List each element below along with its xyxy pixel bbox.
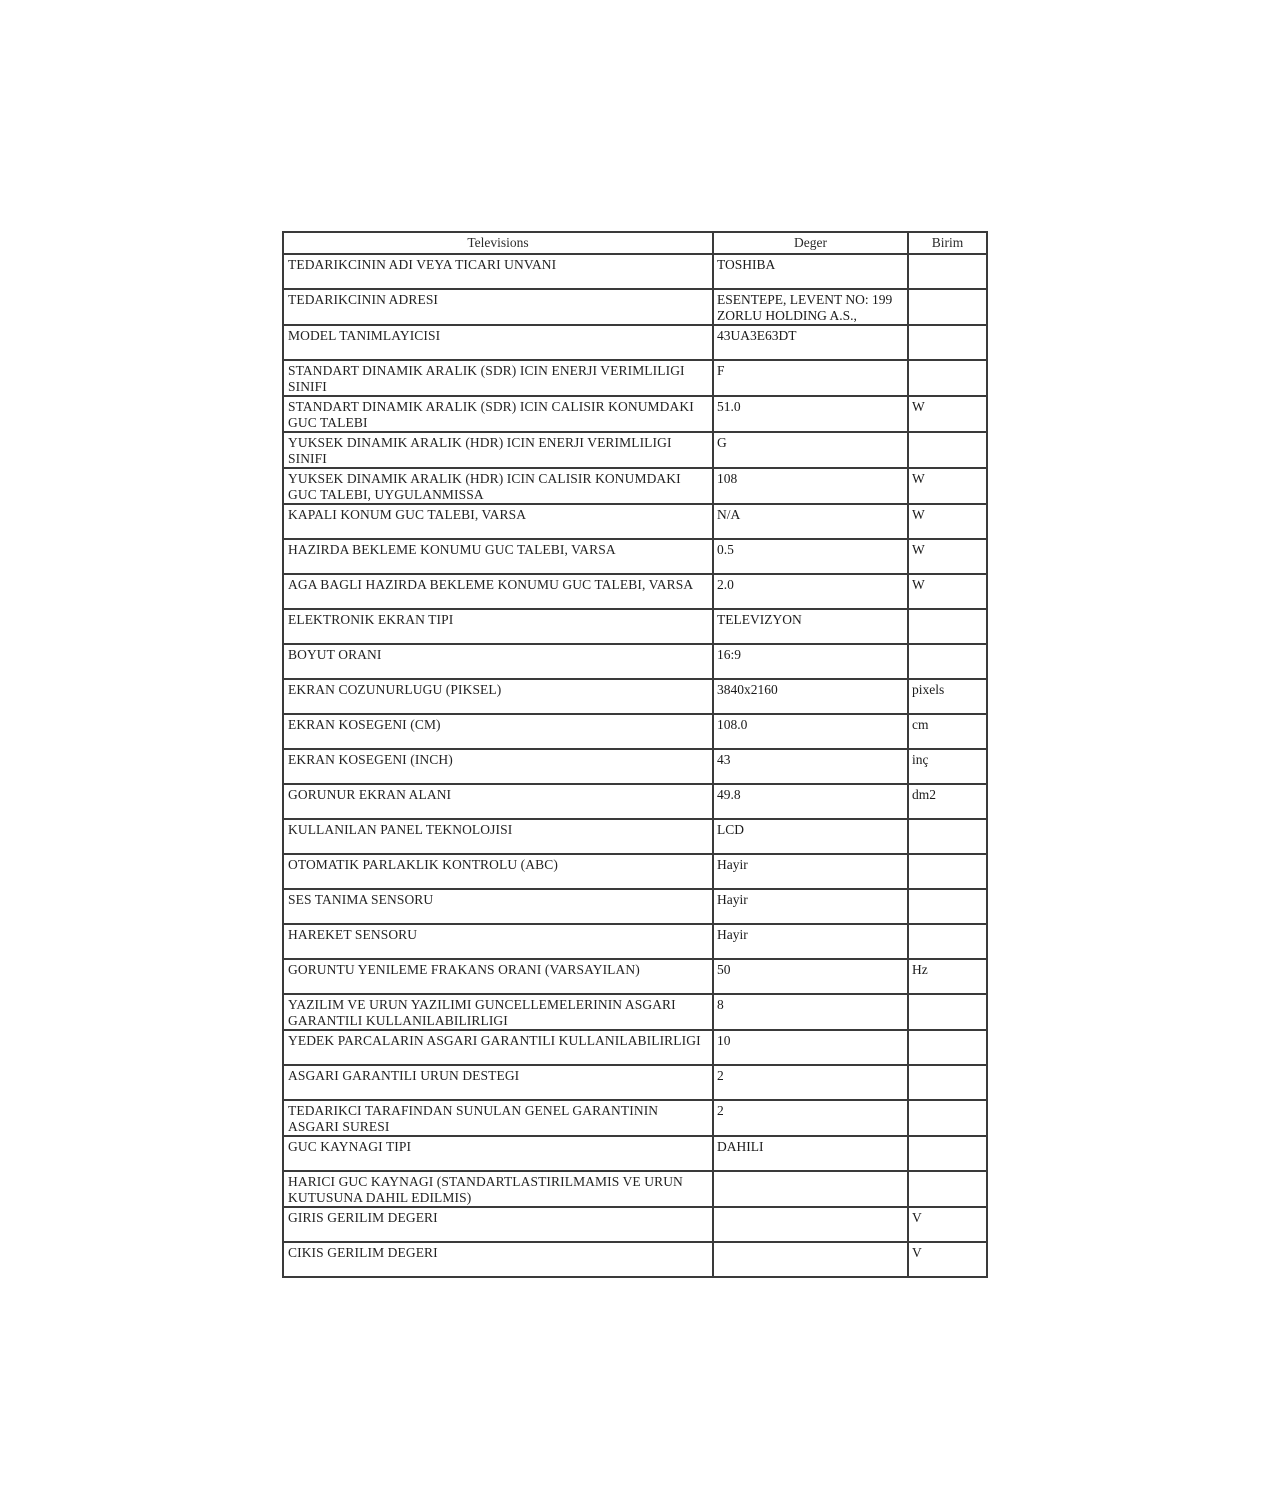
row-label: STANDART DINAMIK ARALIK (SDR) ICIN ENERJI VERIMLILIGI SINIFI (288, 363, 685, 394)
row-unit-cell (908, 360, 987, 396)
row-label-cell (283, 396, 713, 432)
row-label: YEDEK PARCALARIN ASGARI GARANTILI KULLANILABILIRLIGI (288, 1033, 701, 1048)
row-label-cell (283, 644, 713, 679)
row-label: HAZIRDA BEKLEME KONUMU GUC TALEBI, VARSA (288, 542, 616, 557)
row-unit-cell (908, 432, 987, 468)
row-label-cell (283, 819, 713, 854)
row-value-cell (713, 644, 908, 679)
row-label: YUKSEK DINAMIK ARALIK (HDR) ICIN CALISIR KONUMDAKI GUC TALEBI, UYGULANMISSA (288, 471, 681, 502)
row-value: Hayir (717, 857, 748, 872)
table-row (283, 749, 987, 784)
row-unit (909, 995, 986, 997)
row-value: Hayir (717, 927, 748, 942)
row-label-cell (283, 609, 713, 644)
row-value: G (717, 435, 727, 450)
row-value-cell (713, 1207, 908, 1242)
row-label: TEDARIKCININ ADRESI (288, 292, 439, 307)
row-unit (909, 290, 986, 292)
row-unit-cell (908, 854, 987, 889)
row-value-cell (713, 784, 908, 819)
row-unit-cell (908, 1136, 987, 1171)
row-label: YUKSEK DINAMIK ARALIK (HDR) ICIN ENERJI VERIMLILIGI SINIFI (288, 435, 672, 466)
row-value-cell (713, 1100, 908, 1136)
row-label-cell (283, 714, 713, 749)
table-row (283, 1030, 987, 1065)
row-unit-cell (908, 1242, 987, 1277)
row-label-cell (283, 1242, 713, 1277)
row-value: TOSHIBA (717, 257, 776, 272)
row-unit-cell (908, 574, 987, 609)
row-unit-cell (908, 325, 987, 360)
row-value-cell (713, 994, 908, 1030)
row-unit: cm (912, 717, 929, 732)
row-unit-cell (908, 396, 987, 432)
row-label: GUC KAYNAGI TIPI (288, 1139, 412, 1154)
row-unit-cell (908, 784, 987, 819)
row-unit-cell (908, 889, 987, 924)
table-row (283, 289, 987, 325)
row-label-cell (283, 749, 713, 784)
row-unit-cell (908, 644, 987, 679)
row-unit (909, 326, 986, 328)
row-value (714, 1243, 907, 1245)
row-value-cell (713, 432, 908, 468)
row-unit: V (912, 1210, 922, 1225)
row-unit (909, 1172, 986, 1174)
row-unit: W (912, 507, 925, 522)
row-unit (909, 361, 986, 363)
table-row (283, 854, 987, 889)
row-label-cell (283, 1136, 713, 1171)
row-value-cell (713, 1136, 908, 1171)
row-label: KAPALI KONUM GUC TALEBI, VARSA (288, 507, 527, 522)
row-label: MODEL TANIMLAYICISI (288, 328, 441, 343)
header-unit: Birim (908, 232, 987, 254)
table-row (283, 360, 987, 396)
row-value: 8 (717, 997, 724, 1012)
row-label: YAZILIM VE URUN YAZILIMI GUNCELLEMELERININ ASGARI GARANTILI KULLANILABILIRLIGI (288, 997, 676, 1028)
table-row (283, 504, 987, 539)
row-unit (909, 1101, 986, 1103)
row-label-cell (283, 1030, 713, 1065)
row-value-cell (713, 924, 908, 959)
row-unit-cell (908, 1171, 987, 1207)
row-value: 49.8 (717, 787, 741, 802)
row-value: DAHILI (717, 1139, 764, 1154)
table-row (283, 714, 987, 749)
row-label-cell (283, 959, 713, 994)
row-label: HARICI GUC KAYNAGI (STANDARTLASTIRILMAMIS VE URUN KUTUSUNA DAHIL EDILMIS) (288, 1174, 683, 1205)
row-value-cell (713, 714, 908, 749)
row-unit-cell (908, 1100, 987, 1136)
table-row (283, 325, 987, 360)
row-unit: inç (912, 752, 929, 767)
row-unit-cell (908, 609, 987, 644)
row-label: GORUNUR EKRAN ALANI (288, 787, 452, 802)
row-label-cell (283, 254, 713, 289)
row-value: 108 (717, 471, 738, 486)
row-label: EKRAN COZUNURLUGU (PIKSEL) (288, 682, 502, 697)
row-label-cell (283, 539, 713, 574)
row-value-cell (713, 819, 908, 854)
row-label: OTOMATIK PARLAKLIK KONTROLU (ABC) (288, 857, 558, 872)
table-row (283, 924, 987, 959)
row-value: 108.0 (717, 717, 748, 732)
row-unit-cell (908, 504, 987, 539)
spec-sheet (282, 231, 986, 1278)
row-value (714, 1208, 907, 1210)
table-row (283, 679, 987, 714)
row-label-cell (283, 1171, 713, 1207)
row-unit: W (912, 471, 925, 486)
row-value: 43 (717, 752, 731, 767)
row-label: GIRIS GERILIM DEGERI (288, 1210, 438, 1225)
row-value-cell (713, 396, 908, 432)
row-unit-cell (908, 289, 987, 325)
row-unit (909, 890, 986, 892)
row-value: 3840x2160 (717, 682, 778, 697)
table-row (283, 1207, 987, 1242)
row-unit-cell (908, 254, 987, 289)
table-row (283, 819, 987, 854)
row-label: EKRAN KOSEGENI (CM) (288, 717, 441, 732)
row-value-cell (713, 959, 908, 994)
row-unit (909, 255, 986, 257)
table-row (283, 959, 987, 994)
row-label-cell (283, 1207, 713, 1242)
row-unit: W (912, 577, 925, 592)
row-unit (909, 1066, 986, 1068)
row-label: ASGARI GARANTILI URUN DESTEGI (288, 1068, 520, 1083)
table-row (283, 1242, 987, 1277)
row-unit: V (912, 1245, 922, 1260)
row-label: KULLANILAN PANEL TEKNOLOJISI (288, 822, 513, 837)
row-unit: pixels (912, 682, 945, 697)
row-unit-cell (908, 924, 987, 959)
row-label-cell (283, 924, 713, 959)
row-value: F (717, 363, 725, 378)
row-value-cell (713, 254, 908, 289)
row-label: SES TANIMA SENSORU (288, 892, 434, 907)
row-label-cell (283, 289, 713, 325)
row-value: LCD (717, 822, 744, 837)
row-label-cell (283, 468, 713, 504)
row-label: BOYUT ORANI (288, 647, 382, 662)
row-value: ESENTEPE, LEVENT NO: 199 ZORLU HOLDING A.S., (717, 292, 893, 323)
table-row (283, 1171, 987, 1207)
row-unit-cell (908, 749, 987, 784)
table-row (283, 994, 987, 1030)
spec-table (282, 231, 988, 1278)
row-value: 0.5 (717, 542, 734, 557)
table-row (283, 539, 987, 574)
row-value-cell (713, 468, 908, 504)
row-value: TELEVIZYON (717, 612, 802, 627)
spec-table-body (283, 254, 987, 1277)
row-label-cell (283, 574, 713, 609)
row-label-cell (283, 679, 713, 714)
row-value-cell (713, 749, 908, 784)
row-label-cell (283, 360, 713, 396)
row-value: 2 (717, 1103, 724, 1118)
row-label-cell (283, 504, 713, 539)
row-value-cell (713, 574, 908, 609)
table-row (283, 1065, 987, 1100)
row-unit-cell (908, 1030, 987, 1065)
row-unit-cell (908, 959, 987, 994)
row-value: 16:9 (717, 647, 742, 662)
row-value: 43UA3E63DT (717, 328, 797, 343)
row-unit: dm2 (912, 787, 937, 802)
table-header-row (283, 232, 987, 254)
row-unit (909, 433, 986, 435)
row-label: TEDARIKCININ ADI VEYA TICARI UNVANI (288, 257, 557, 272)
row-label: ELEKTRONIK EKRAN TIPI (288, 612, 454, 627)
row-label-cell (283, 1100, 713, 1136)
row-label: STANDART DINAMIK ARALIK (SDR) ICIN CALISIR KONUMDAKI GUC TALEBI (288, 399, 694, 430)
row-label: HAREKET SENSORU (288, 927, 418, 942)
row-value-cell (713, 679, 908, 714)
row-label-cell (283, 889, 713, 924)
row-unit (909, 925, 986, 927)
row-unit (909, 1137, 986, 1139)
row-unit-cell (908, 1207, 987, 1242)
row-label-cell (283, 994, 713, 1030)
table-row (283, 574, 987, 609)
row-unit (909, 1031, 986, 1033)
row-label: EKRAN KOSEGENI (INCH) (288, 752, 453, 767)
header-televisions: Televisions (283, 232, 713, 254)
row-value-cell (713, 1242, 908, 1277)
row-value-cell (713, 539, 908, 574)
row-value-cell (713, 1030, 908, 1065)
row-label-cell (283, 854, 713, 889)
table-row (283, 254, 987, 289)
row-value: Hayir (717, 892, 748, 907)
table-row (283, 396, 987, 432)
row-label-cell (283, 325, 713, 360)
row-unit (909, 645, 986, 647)
row-unit-cell (908, 1065, 987, 1100)
row-value-cell (713, 854, 908, 889)
row-value-cell (713, 1065, 908, 1100)
row-label-cell (283, 1065, 713, 1100)
header-value: Deger (713, 232, 908, 254)
row-unit (909, 610, 986, 612)
row-label: TEDARIKCI TARAFINDAN SUNULAN GENEL GARANTININ ASGARI SURESI (288, 1103, 659, 1134)
row-value-cell (713, 289, 908, 325)
row-unit-cell (908, 819, 987, 854)
table-row (283, 609, 987, 644)
row-unit-cell (908, 994, 987, 1030)
table-row (283, 889, 987, 924)
row-label: GORUNTU YENILEME FRAKANS ORANI (VARSAYILAN) (288, 962, 640, 977)
row-unit: W (912, 542, 925, 557)
row-value-cell (713, 889, 908, 924)
row-label: CIKIS GERILIM DEGERI (288, 1245, 438, 1260)
row-unit-cell (908, 679, 987, 714)
row-value: 50 (717, 962, 731, 977)
table-row (283, 1100, 987, 1136)
row-value: 10 (717, 1033, 731, 1048)
row-value: N/A (717, 507, 741, 522)
table-row (283, 784, 987, 819)
row-value: 2 (717, 1068, 724, 1083)
row-unit: W (912, 399, 925, 414)
row-value-cell (713, 360, 908, 396)
table-row (283, 1136, 987, 1171)
row-value: 2.0 (717, 577, 734, 592)
row-label-cell (283, 432, 713, 468)
row-unit-cell (908, 714, 987, 749)
table-row (283, 432, 987, 468)
row-unit (909, 855, 986, 857)
row-label: AGA BAGLI HAZIRDA BEKLEME KONUMU GUC TALEBI, VARSA (288, 577, 694, 592)
row-value-cell (713, 504, 908, 539)
row-unit (909, 820, 986, 822)
table-row (283, 644, 987, 679)
row-value: 51.0 (717, 399, 741, 414)
row-value-cell (713, 1171, 908, 1207)
row-value (714, 1172, 907, 1174)
row-value-cell (713, 325, 908, 360)
row-value-cell (713, 609, 908, 644)
table-row (283, 468, 987, 504)
row-unit-cell (908, 539, 987, 574)
row-unit-cell (908, 468, 987, 504)
row-label-cell (283, 784, 713, 819)
row-unit: Hz (912, 962, 928, 977)
